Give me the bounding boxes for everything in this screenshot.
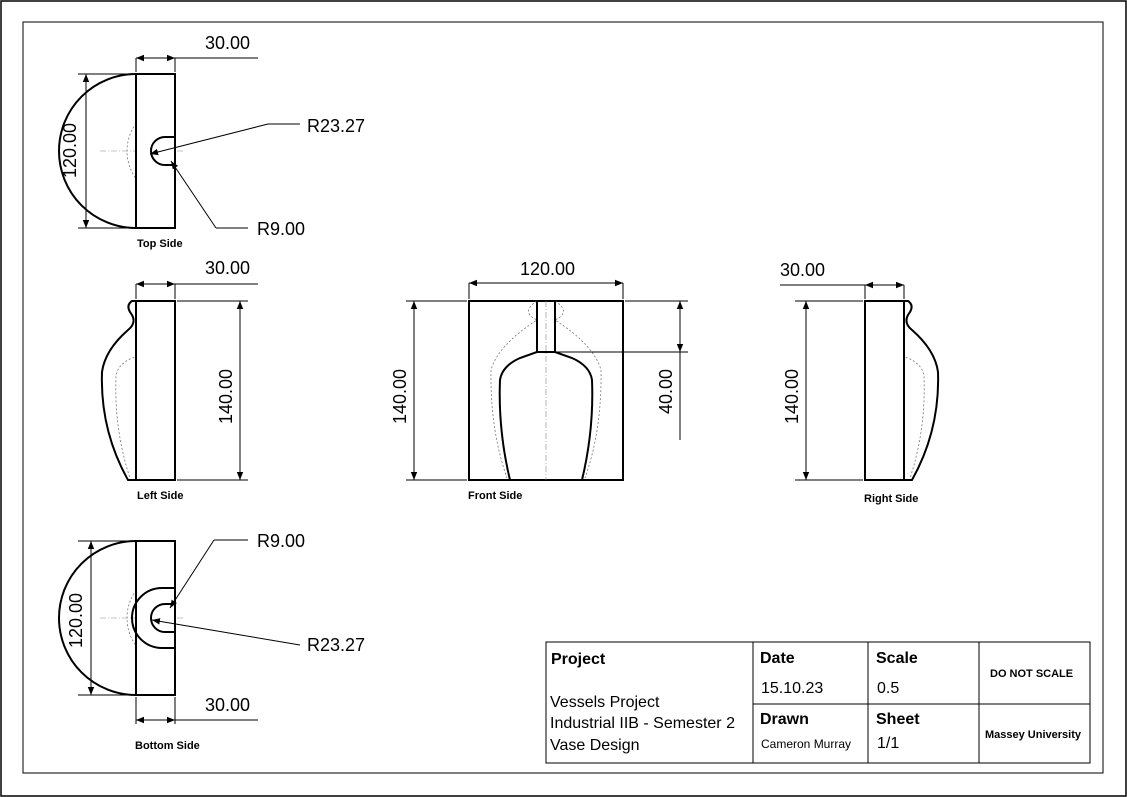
project-heading: Project (551, 651, 606, 668)
title-block (546, 642, 1090, 763)
top-width-dim: 30.00 (205, 33, 251, 53)
sheet-heading: Sheet (876, 711, 920, 728)
sheet-value: 1/1 (877, 735, 900, 752)
top-side-label: Top Side (137, 238, 183, 250)
front-height-dim: 140.00 (390, 368, 410, 424)
front-side-label: Front Side (468, 490, 523, 502)
top-inner-radius-dim: R9.00 (257, 219, 306, 239)
drawn-value: Cameron Murray (761, 737, 852, 751)
bottom-width-dim: 30.00 (205, 695, 251, 715)
scale-value: 0.5 (877, 680, 900, 697)
top-height-dim: 120.00 (60, 122, 80, 178)
top-outer-radius-dim: R23.27 (307, 116, 366, 136)
bottom-outer-radius-dim: R23.27 (307, 635, 366, 655)
front-width-dim: 120.00 (520, 259, 576, 279)
bottom-inner-radius-dim: R9.00 (257, 531, 306, 551)
right-height-dim: 140.00 (782, 368, 802, 424)
bottom-side-view (59, 531, 365, 752)
front-neck-dim: 40.00 (656, 368, 676, 414)
drawn-heading: Drawn (760, 711, 809, 728)
do-not-scale-note: DO NOT SCALE (990, 668, 1074, 680)
left-height-dim: 140.00 (216, 368, 236, 424)
scale-heading: Scale (876, 650, 918, 667)
left-width-dim: 30.00 (205, 258, 251, 278)
institution-name: Massey University (985, 729, 1081, 741)
date-heading: Date (760, 650, 795, 667)
bottom-height-dim: 120.00 (66, 592, 86, 648)
top-side-view (59, 33, 365, 250)
bottom-side-label: Bottom Side (135, 740, 200, 752)
project-line-2: Industrial IIB - Semester 2 (550, 715, 735, 732)
front-side-view (390, 259, 688, 502)
left-side-view (102, 258, 258, 502)
left-side-label: Left Side (137, 490, 184, 502)
right-width-dim: 30.00 (780, 260, 826, 280)
date-value: 15.10.23 (761, 680, 824, 697)
right-side-label: Right Side (864, 493, 919, 505)
project-line-1: Vessels Project (550, 694, 660, 711)
right-side-view (780, 260, 938, 505)
project-line-3: Vase Design (550, 737, 640, 754)
